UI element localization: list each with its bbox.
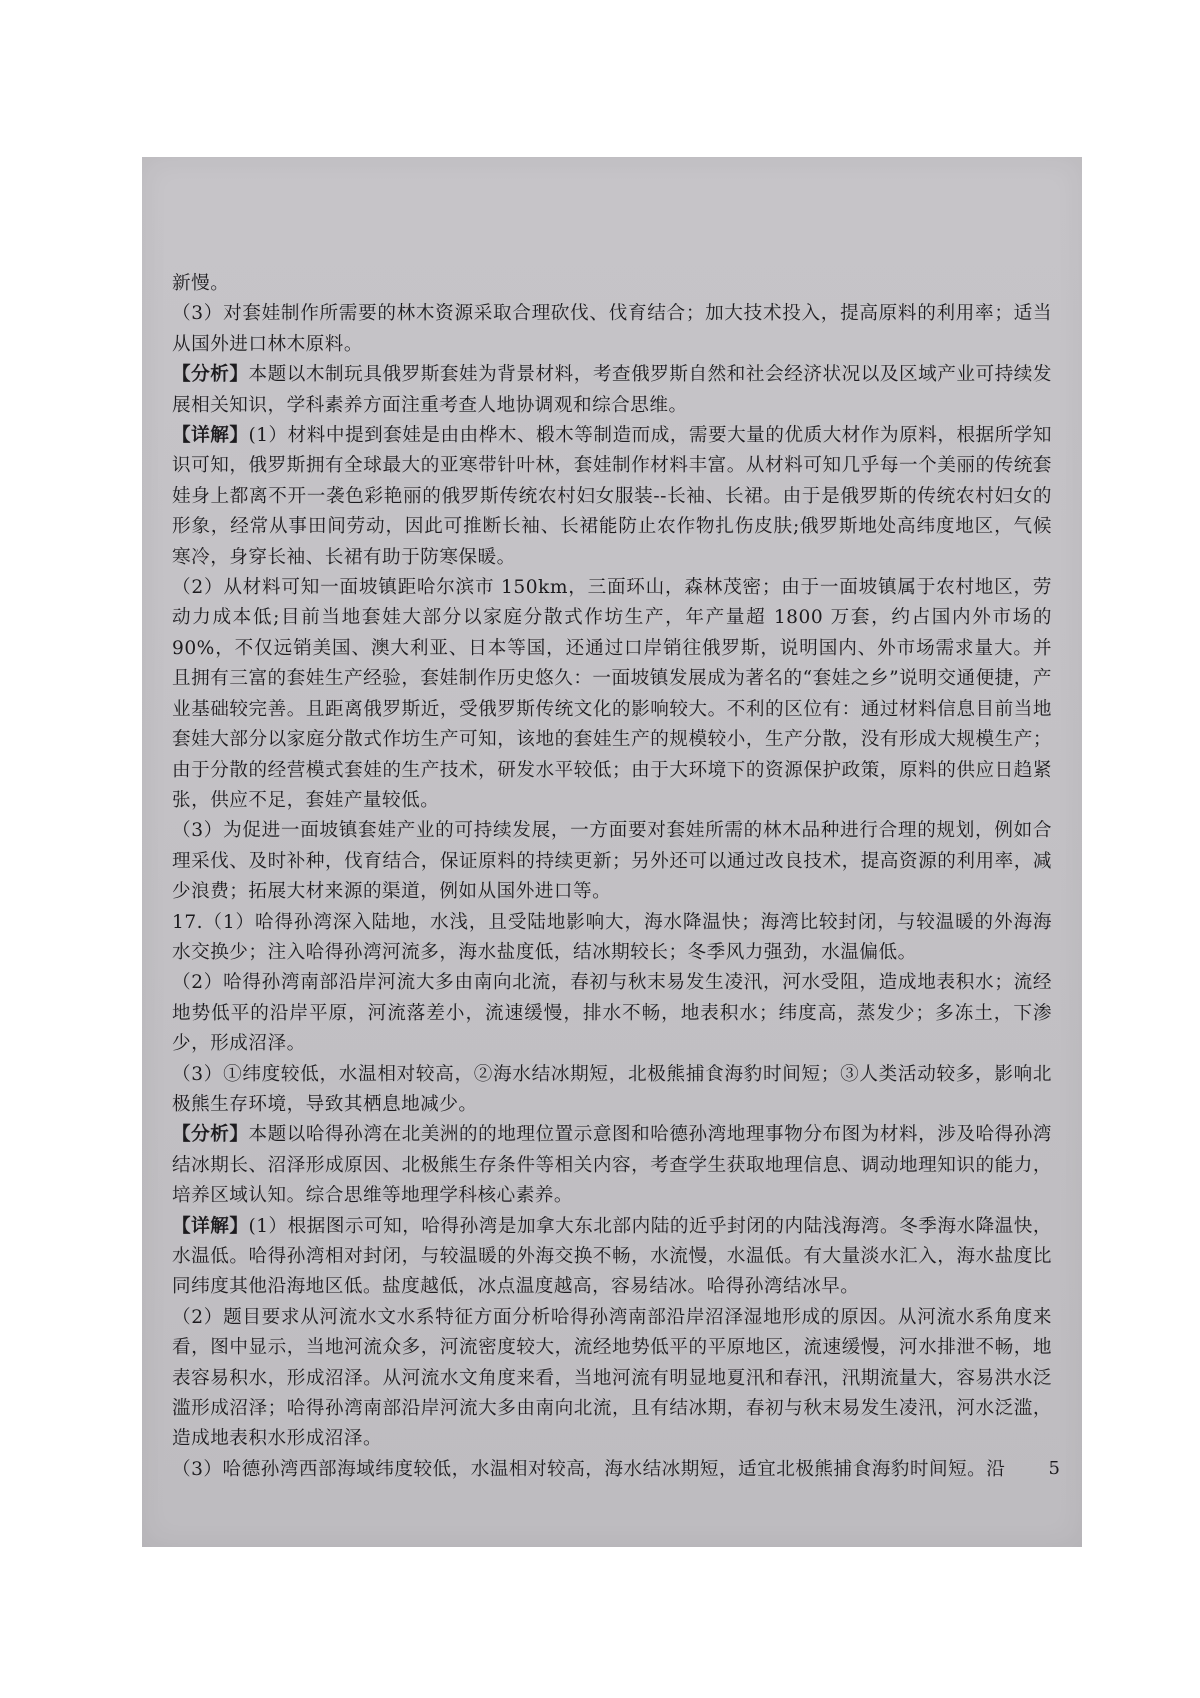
section-tag: 【详解】	[172, 1215, 249, 1237]
scanned-page	[142, 157, 1082, 1547]
paragraph-4	[172, 421, 1052, 573]
paragraph-text: （3）①纬度较低，水温相对较高，②海水结冰期短，北极熊捕食海豹时间短；③人类活动较多，影响北极熊生存环境，导致其栖息地减少。	[172, 1063, 1052, 1115]
paragraph-text: （2）从材料可知一面坡镇距哈尔滨市 150km，三面环山，森林茂密；由于一面坡镇属于农村地区，劳动力成本低;目前当地套娃大部分以家庭分散式作坊生产，年产量超 1800 万套，约占国内外市场的 90%，不仅远销美国、澳大利亚、日本等国，还通过口岸销往俄罗斯，说明国内、外市场需求量大。并且拥有三富的套娃生产经验，套娃制作历史悠久：一面坡镇发展成为著名的“套娃之乡”说明交通便捷，产业基础较完善。且距离俄罗斯近，受俄罗斯传统文化的影响较大。不利的区位有：通过材料信息目前当地套娃大部分以家庭分散式作坊生产可知，该地的套娃生产的规模较小，生产分散，没有形成大规模生产；由于分散的经营模式套娃的生产技术，研发水平较低；由于大环境下的资源保护政策，原料的供应日趋紧张，供应不足，套娃产量较低。	[172, 577, 1052, 811]
page-number: 5	[1048, 1458, 1060, 1479]
paragraph-text: 17.（1）哈得孙湾深入陆地，水浅，且受陆地影响大，海水降温快；海湾比较封闭，与较温暖的外海海水交换少；注入哈得孙湾河流多，海水盐度低，结冰期较长；冬季风力强劲，水温偏低。	[172, 911, 1052, 963]
answer-text-body	[172, 269, 1052, 1485]
paragraph-text: （2）题目要求从河流水文水系特征方面分析哈得孙湾南部沿岸沼泽湿地形成的原因。从河流水系角度来看，图中显示，当地河流众多，河流密度较大，流经地势低平的平原地区，流速缓慢，河水排泄不畅，地表容易积水，形成沼泽。从河流水文角度来看，当地河流有明显地夏汛和春汛，汛期流量大，容易洪水泛滥形成沼泽；哈得孙湾南部沿岸河流大多由南向北流，且有结冰期，春初与秋末易发生凌汛，河水泛滥，造成地表积水形成沼泽。	[172, 1306, 1052, 1450]
paragraph-13	[172, 1455, 1052, 1485]
paragraph-text: (1）根据图示可知，哈得孙湾是加拿大东北部内陆的近乎封闭的内陆浅海湾。冬季海水降温快，水温低。哈得孙湾相对封闭，与较温暖的外海交换不畅，水流慢，水温低。有大量淡水汇入，海水盐度比同纬度其他沿海地区低。盐度越低，冰点温度越高，容易结冰。哈得孙湾结冰早。	[172, 1215, 1052, 1298]
paragraph-text: 本题以木制玩具俄罗斯套娃为背景材料，考查俄罗斯自然和社会经济状况以及区域产业可持续发展相关知识，学科素养方面注重考查人地协调观和综合思维。	[172, 364, 1052, 416]
paragraph-1	[172, 269, 1052, 299]
paragraph-6	[172, 816, 1052, 907]
paragraph-10	[172, 1120, 1052, 1211]
section-tag: 【分析】	[172, 364, 249, 386]
paragraph-text: 新慢。	[172, 273, 230, 294]
paragraph-text: （2）哈得孙湾南部沿岸河流大多由南向北流，春初与秋末易发生凌汛，河水受阻，造成地表积水；流经地势低平的沿岸平原，河流落差小，流速缓慢，排水不畅，地表积水；纬度高，蒸发少；多冻土，下渗少，形成沼泽。	[172, 972, 1052, 1055]
paragraph-2	[172, 299, 1052, 360]
paragraph-3	[172, 360, 1052, 421]
paragraph-text: （3）对套娃制作所需要的林木资源采取合理砍伐、伐育结合；加大技术投入，提高原料的利用率；适当从国外进口林木原料。	[172, 303, 1052, 355]
paragraph-12	[172, 1303, 1052, 1455]
paragraph-text: （3）哈德孙湾西部海域纬度较低，水温相对较高，海水结冰期短，适宜北极熊捕食海豹时间短。沿	[172, 1458, 1006, 1480]
paragraph-9	[172, 1060, 1052, 1121]
paragraph-text: (1）材料中提到套娃是由由桦木、椴木等制造而成，需要大量的优质大材作为原料，根据所学知识可知，俄罗斯拥有全球最大的亚寒带针叶林，套娃制作材料丰富。从材料可知几乎每一个美丽的传统套娃身上都离不开一袭色彩艳丽的俄罗斯传统农村妇女服装--长袖、长裙。由于是俄罗斯的传统农村妇女的形象，经常从事田间劳动，因此可推断长袖、长裙能防止农作物扎伤皮肤;俄罗斯地处高纬度地区，气候寒冷，身穿长袖、长裙有助于防寒保暖。	[172, 425, 1052, 568]
section-tag: 【分析】	[172, 1124, 249, 1146]
paragraph-8	[172, 968, 1052, 1059]
paragraph-7	[172, 908, 1052, 969]
paragraph-5	[172, 573, 1052, 816]
paragraph-11	[172, 1212, 1052, 1303]
paragraph-text: 本题以哈得孙湾在北美洲的的地理位置示意图和哈德孙湾地理事物分布图为材料，涉及哈得孙湾结冰期长、沼泽形成原因、北极熊生存条件等相关内容，考查学生获取地理信息、调动地理知识的能力，培养区域认知。综合思维等地理学科核心素养。	[172, 1124, 1052, 1207]
paragraph-text: （3）为促进一面坡镇套娃产业的可持续发展，一方面要对套娃所需的林木品种进行合理的规划，例如合理采伐、及时补种，伐育结合，保证原料的持续更新；另外还可以通过改良技术，提高资源的利用率，减少浪费；拓展大材来源的渠道，例如从国外进口等。	[172, 820, 1052, 903]
section-tag: 【详解】	[172, 425, 249, 447]
